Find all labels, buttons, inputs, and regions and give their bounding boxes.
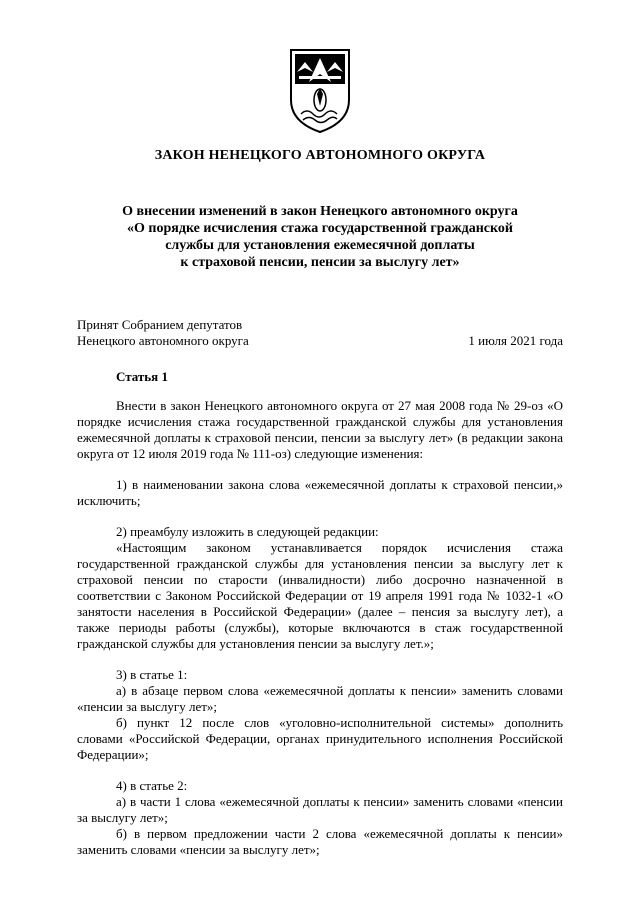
paragraph: 4) в статье 2: (116, 778, 188, 793)
article-title: Статья 1 (116, 369, 168, 384)
paragraph: 2) преамбулу изложить в следующей редакции: (116, 524, 379, 539)
paragraph: б) в первом предложении части 2 слова «ежемесячной доплаты к пенсии» заменить словами «пенсии за выслугу лет»; (77, 826, 563, 857)
law-subject (70, 203, 570, 271)
paragraph: «Настоящим законом устанавливается порядок исчисления стажа государственной гражданской службы для установления пенсии за выслугу лет к страховой пенсии по старости (инвалидности) либо досрочно назначенной в соответствии с Законом Российской Федерации от 19 апреля 1991 года № 1032-1 «О занятости населения в Российской Федерации» (далее – пенсия за выслугу лет), а также периоды работы (службы), которые включаются в стаж государственной гражданской службы для установления пенсии за выслугу лет.»; (77, 540, 563, 651)
adoption-block (77, 317, 563, 349)
paragraph: а) в абзаце первом слова «ежемесячной доплаты к пенсии» заменить словами «пенсии за выслугу лет»; (77, 683, 563, 714)
nenets-okrug-coat-of-arms-icon (287, 48, 353, 134)
paragraph: а) в части 1 слова «ежемесячной доплаты к пенсии» заменить словами «пенсии за выслугу лет»; (77, 794, 563, 825)
paragraph: 1) в наименовании закона слова «ежемесячной доплаты к страховой пенсии,» исключить; (77, 477, 563, 508)
subject-line: «О порядке исчисления стажа государственной гражданской (127, 221, 513, 236)
law-title: ЗАКОН НЕНЕЦКОГО АВТОНОМНОГО ОКРУГА (154, 148, 486, 163)
adoption-date: 1 июля 2021 года (468, 333, 563, 348)
paragraph: 3) в статье 1: (116, 667, 188, 682)
paragraph: б) пункт 12 после слов «уголовно-исполнительной системы» дополнить словами «Российской Федерации, органах принудительного исполнения Российской Федерации»; (77, 715, 563, 762)
paragraph: Внести в закон Ненецкого автономного округа от 27 мая 2008 года № 29-оз «О порядке исчисления стажа государственной гражданской службы для установления ежемесячной доплаты к страховой пенсии, пенсии за выслугу лет» (в редакции закона округа от 12 июля 2019 года № 111-оз) следующие изменения: (77, 398, 563, 461)
subject-line: службы для установления ежемесячной доплаты (165, 238, 475, 253)
subject-line: к страховой пенсии, пенсии за выслугу лет» (180, 255, 460, 270)
adopted-by-line1: Принят Собранием депутатов (77, 317, 243, 332)
subject-line: О внесении изменений в закон Ненецкого автономного округа (122, 204, 518, 219)
adopted-by-line2: Ненецкого автономного округа (77, 333, 249, 348)
article-body (77, 398, 563, 858)
